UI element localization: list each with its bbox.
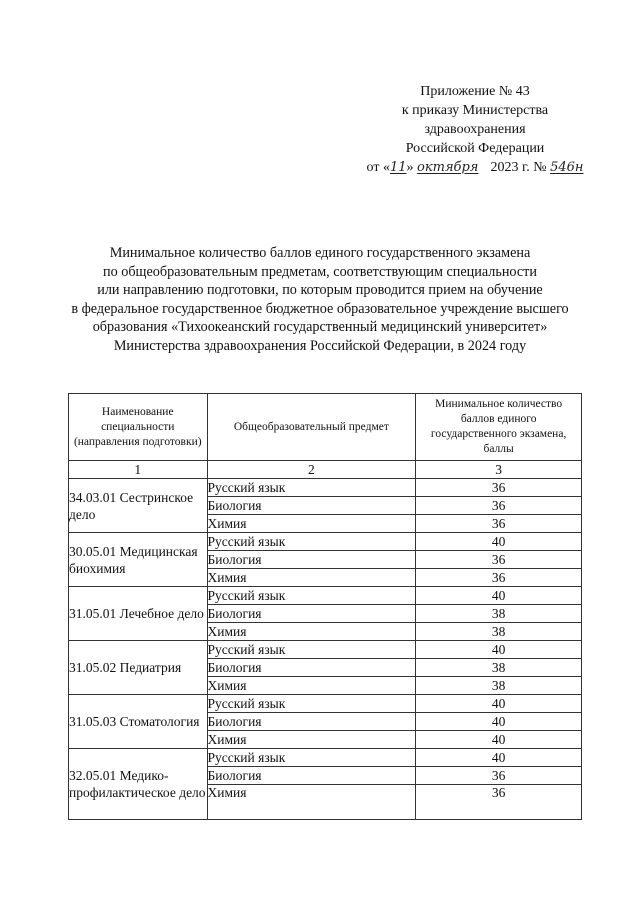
order-date-line	[330, 158, 620, 177]
order-number-handwritten: 546н	[550, 160, 584, 175]
subject-name: Биология	[207, 713, 416, 731]
appendix-number: Приложение № 43	[420, 84, 530, 99]
table-header-row	[69, 394, 582, 461]
order-prefix: от «	[366, 160, 390, 175]
title-line: образования «Тихоокеанский государственный медицинский университет»	[92, 319, 548, 336]
min-score: 40	[416, 587, 582, 605]
table-row	[69, 641, 582, 659]
order-day-handwritten: 11	[389, 160, 407, 175]
subject-name: Биология	[207, 497, 416, 515]
table-row	[69, 749, 582, 767]
subject-name: Русский язык	[207, 749, 416, 767]
min-score: 40	[416, 749, 582, 767]
table-row	[69, 695, 582, 713]
header-specialty: Наименование специальности (направления подготовки)	[69, 394, 208, 461]
order-quote-close: »	[406, 160, 414, 175]
specialty-name: 30.05.01 Медицинская биохимия	[69, 533, 208, 587]
column-number: 1	[69, 461, 208, 479]
title-line: или направлению подготовки, по которым проводится прием на обучение	[97, 282, 543, 299]
subject-name: Биология	[207, 551, 416, 569]
specialty-name: 34.03.01 Сестринское дело	[69, 479, 208, 533]
table-body	[69, 479, 582, 820]
header-subject: Общеобразовательный предмет	[207, 394, 416, 461]
title-line: Министерства здравоохранения Российской Федерации, в 2024 году	[113, 337, 527, 354]
column-number: 2	[207, 461, 416, 479]
subject-name: Биология	[207, 767, 416, 785]
appendix-order-ref: к приказу Министерства	[401, 103, 549, 118]
subject-name: Русский язык	[207, 641, 416, 659]
specialty-name: 32.05.01 Медико-профилактическое дело	[69, 749, 208, 820]
title-line: по общеобразовательным предметам, соответствующим специальности	[103, 263, 537, 280]
scores-table	[68, 393, 582, 820]
min-score: 40	[416, 641, 582, 659]
min-score: 36	[416, 479, 582, 497]
min-score: 36	[416, 497, 582, 515]
document-title	[40, 244, 600, 356]
subject-name: Химия	[207, 677, 416, 695]
specialty-name: 31.05.03 Стоматология	[69, 695, 208, 749]
column-number: 3	[416, 461, 582, 479]
subject-name: Химия	[207, 731, 416, 749]
min-score: 38	[416, 659, 582, 677]
title-line: в федеральное государственное бюджетное образовательное учреждение высшего	[71, 300, 569, 317]
subject-name: Русский язык	[207, 479, 416, 497]
order-month-handwritten: октября	[417, 160, 479, 175]
column-number-row	[69, 461, 582, 479]
specialty-name: 31.05.01 Лечебное дело	[69, 587, 208, 641]
min-score: 36	[416, 515, 582, 533]
min-score: 36	[416, 767, 582, 785]
min-score: 40	[416, 713, 582, 731]
order-year: 2023 г. №	[490, 160, 547, 175]
subject-name: Биология	[207, 605, 416, 623]
min-score: 40	[416, 695, 582, 713]
min-score: 38	[416, 623, 582, 641]
appendix-header	[330, 82, 620, 177]
subject-name: Химия	[207, 569, 416, 587]
min-score: 38	[416, 677, 582, 695]
subject-name: Русский язык	[207, 587, 416, 605]
title-line: Минимальное количество баллов единого государственного экзамена	[109, 245, 531, 261]
table-row	[69, 479, 582, 497]
table-row	[69, 587, 582, 605]
subject-name: Химия	[207, 785, 416, 820]
min-score: 40	[416, 731, 582, 749]
table-row	[69, 533, 582, 551]
min-score: 36	[416, 569, 582, 587]
header-min-score: Минимальное количество баллов единого государственного экзамена, баллы	[416, 394, 582, 461]
appendix-federation: Российской Федерации	[405, 141, 545, 156]
subject-name: Русский язык	[207, 695, 416, 713]
min-score: 36	[416, 551, 582, 569]
subject-name: Русский язык	[207, 533, 416, 551]
min-score: 38	[416, 605, 582, 623]
subject-name: Биология	[207, 659, 416, 677]
subject-name: Химия	[207, 515, 416, 533]
min-score: 36	[416, 785, 582, 820]
appendix-ministry: здравоохранения	[424, 122, 526, 137]
specialty-name: 31.05.02 Педиатрия	[69, 641, 208, 695]
subject-name: Химия	[207, 623, 416, 641]
min-score: 40	[416, 533, 582, 551]
